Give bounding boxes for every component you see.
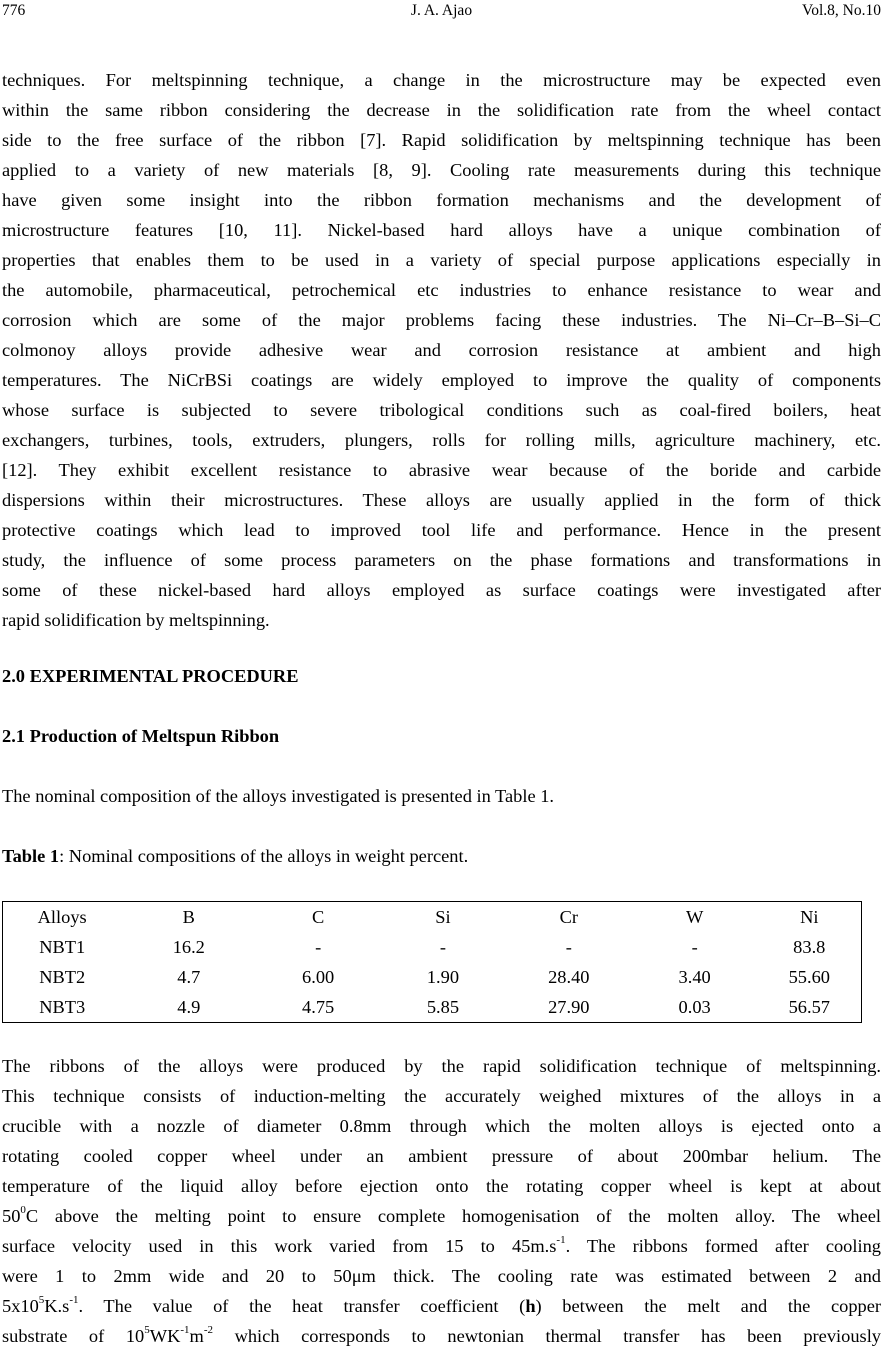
table-caption-label: Table 1 bbox=[2, 846, 60, 866]
text-line: applied to a variety of new materials [8, 9]. Cooling rate measurements during this technique bbox=[2, 160, 881, 180]
paragraph-introduction bbox=[2, 65, 881, 635]
table-cell: - bbox=[565, 937, 572, 957]
table-header-cell: Cr bbox=[559, 907, 578, 927]
text-fragment: WK bbox=[149, 1326, 181, 1346]
table-header-cell: W bbox=[685, 907, 704, 927]
text-line: have given some insight into the ribbon formation mechanisms and the development of bbox=[2, 190, 881, 210]
table-cell: 28.40 bbox=[548, 967, 590, 987]
header-author: J. A. Ajao bbox=[410, 2, 473, 19]
text-fragment: ) between the melt and the copper bbox=[535, 1296, 881, 1316]
text-line bbox=[2, 1321, 881, 1351]
table-cell: 6.00 bbox=[302, 967, 335, 987]
table-cell: 4.7 bbox=[177, 967, 201, 987]
text-fragment: m bbox=[189, 1326, 204, 1346]
text-fragment: K.s bbox=[44, 1296, 70, 1316]
text-line: properties that enables them to be used in a variety of special purpose applications especially in bbox=[2, 250, 881, 270]
text-line: temperatures. The NiCrBSi coatings are widely employed to improve the quality of components bbox=[2, 370, 881, 390]
table-cell: 4.9 bbox=[177, 997, 201, 1017]
table-header-row bbox=[3, 902, 862, 933]
text-line bbox=[2, 1201, 881, 1231]
superscript: -1 bbox=[556, 1233, 566, 1246]
text-fragment: which corresponds to newtonian thermal transfer has been previously bbox=[213, 1326, 881, 1346]
bold-symbol: h bbox=[525, 1296, 536, 1316]
text-line: side to the free surface of the ribbon [7]. Rapid solidification by meltspinning technique has been bbox=[2, 130, 881, 150]
composition-table bbox=[2, 901, 862, 1023]
table-row bbox=[3, 962, 862, 992]
table-cell: - bbox=[691, 937, 698, 957]
paragraph-procedure bbox=[2, 1051, 881, 1351]
table-cell: 4.75 bbox=[302, 997, 335, 1017]
table-caption bbox=[2, 841, 468, 871]
table-cell: 16.2 bbox=[172, 937, 205, 957]
text-line: temperature of the liquid alloy before ejection onto the rotating copper wheel is kept at about bbox=[2, 1176, 881, 1196]
table-cell: NBT3 bbox=[39, 997, 86, 1017]
text-fragment: 50 bbox=[2, 1206, 21, 1226]
table-header-cell: Ni bbox=[800, 907, 819, 927]
table-cell: - bbox=[439, 937, 447, 957]
text-line: The ribbons of the alloys were produced by the rapid solidification technique of meltspinning. bbox=[2, 1056, 881, 1076]
table-cell: NBT1 bbox=[39, 937, 86, 957]
text-line: rapid solidification by meltspinning. bbox=[2, 610, 270, 630]
text-fragment: . The value of the heat transfer coefficient ( bbox=[78, 1296, 526, 1316]
superscript: 5 bbox=[38, 1293, 45, 1306]
superscript: -1 bbox=[69, 1293, 79, 1306]
text-line: study, the influence of some process parameters on the phase formations and transformations in bbox=[2, 550, 881, 570]
text-line: dispersions within their microstructures. These alloys are usually applied in the form of thick bbox=[2, 490, 881, 510]
table-cell: 0.03 bbox=[678, 997, 711, 1017]
text-line: [12]. They exhibit excellent resistance to abrasive wear because of the boride and carbide bbox=[2, 460, 881, 480]
text-line: the automobile, pharmaceutical, petrochemical etc industries to enhance resistance to wear and bbox=[2, 280, 881, 300]
text-fragment: . The ribbons formed after cooling bbox=[565, 1236, 881, 1256]
text-line: rotating cooled copper wheel under an ambient pressure of about 200mbar helium. The bbox=[2, 1146, 881, 1166]
text-line bbox=[2, 1291, 881, 1321]
text-line: corrosion which are some of the major problems facing these industries. The Ni–Cr–B–Si–C bbox=[2, 310, 881, 330]
table-cell: 3.40 bbox=[678, 967, 711, 987]
text-line: some of these nickel-based hard alloys employed as surface coatings were investigated after bbox=[2, 580, 881, 600]
header-volume: Vol.8, No.10 bbox=[802, 2, 881, 19]
text-fragment: 5x10 bbox=[2, 1296, 39, 1316]
section-heading: 2.0 EXPERIMENTAL PROCEDURE bbox=[2, 666, 299, 686]
running-header bbox=[2, 0, 881, 22]
table-caption-text: : Nominal compositions of the alloys in weight percent. bbox=[59, 846, 469, 866]
table-cell: 83.8 bbox=[793, 937, 826, 957]
superscript: 5 bbox=[144, 1323, 150, 1336]
superscript: -1 bbox=[180, 1323, 190, 1336]
text-line bbox=[2, 1231, 881, 1261]
text-line: exchangers, turbines, tools, extruders, plungers, rolls for rolling mills, agriculture machinery, etc. bbox=[2, 430, 881, 450]
text-line: techniques. For meltspinning technique, a change in the microstructure may be expected even bbox=[2, 70, 881, 90]
text-line: were 1 to 2mm wide and 20 to 50μm thick. The cooling rate was estimated between 2 and bbox=[2, 1266, 881, 1286]
table-header-cell: C bbox=[311, 907, 325, 927]
subsection-heading: 2.1 Production of Meltspun Ribbon bbox=[2, 726, 280, 746]
intro-sentence: The nominal composition of the alloys investigated is presented in Table 1. bbox=[2, 786, 555, 806]
table-cell: NBT2 bbox=[39, 967, 86, 987]
table-header-cell: Alloys bbox=[37, 907, 87, 927]
text-fragment: surface velocity used in this work varied from 15 to 45m.s bbox=[2, 1236, 557, 1256]
text-line: whose surface is subjected to severe tribological conditions such as coal-fired boilers, heat bbox=[2, 400, 881, 420]
superscript: -2 bbox=[203, 1323, 214, 1336]
table-row bbox=[3, 992, 862, 1023]
table-cell: 27.90 bbox=[548, 997, 590, 1017]
table-header-cell: Si bbox=[435, 907, 451, 927]
text-line: within the same ribbon considering the decrease in the solidification rate from the wheel contact bbox=[2, 100, 881, 120]
text-line: colmonoy alloys provide adhesive wear and corrosion resistance at ambient and high bbox=[2, 340, 881, 360]
text-line: This technique consists of induction-melting the accurately weighed mixtures of the alloys in a bbox=[2, 1086, 881, 1106]
table-row bbox=[3, 932, 862, 962]
table-cell: 55.60 bbox=[788, 967, 830, 987]
table-cell: 56.57 bbox=[788, 997, 830, 1017]
text-fragment: C above the melting point to ensure complete homogenisation of the molten alloy. The wheel bbox=[25, 1206, 881, 1226]
text-line: protective coatings which lead to improved tool life and performance. Hence in the present bbox=[2, 520, 881, 540]
text-line: microstructure features [10, 11]. Nickel-based hard alloys have a unique combination of bbox=[2, 220, 881, 240]
table-cell: 1.90 bbox=[426, 967, 460, 987]
table-header-cell: B bbox=[182, 907, 195, 927]
text-line: crucible with a nozzle of diameter 0.8mm through which the molten alloys is ejected onto a bbox=[2, 1116, 881, 1136]
table-cell: 5.85 bbox=[426, 997, 460, 1017]
text-fragment: substrate of 10 bbox=[2, 1326, 145, 1346]
page-number: 776 bbox=[2, 2, 26, 19]
superscript: 0 bbox=[20, 1203, 26, 1216]
table-cell: - bbox=[315, 937, 322, 957]
